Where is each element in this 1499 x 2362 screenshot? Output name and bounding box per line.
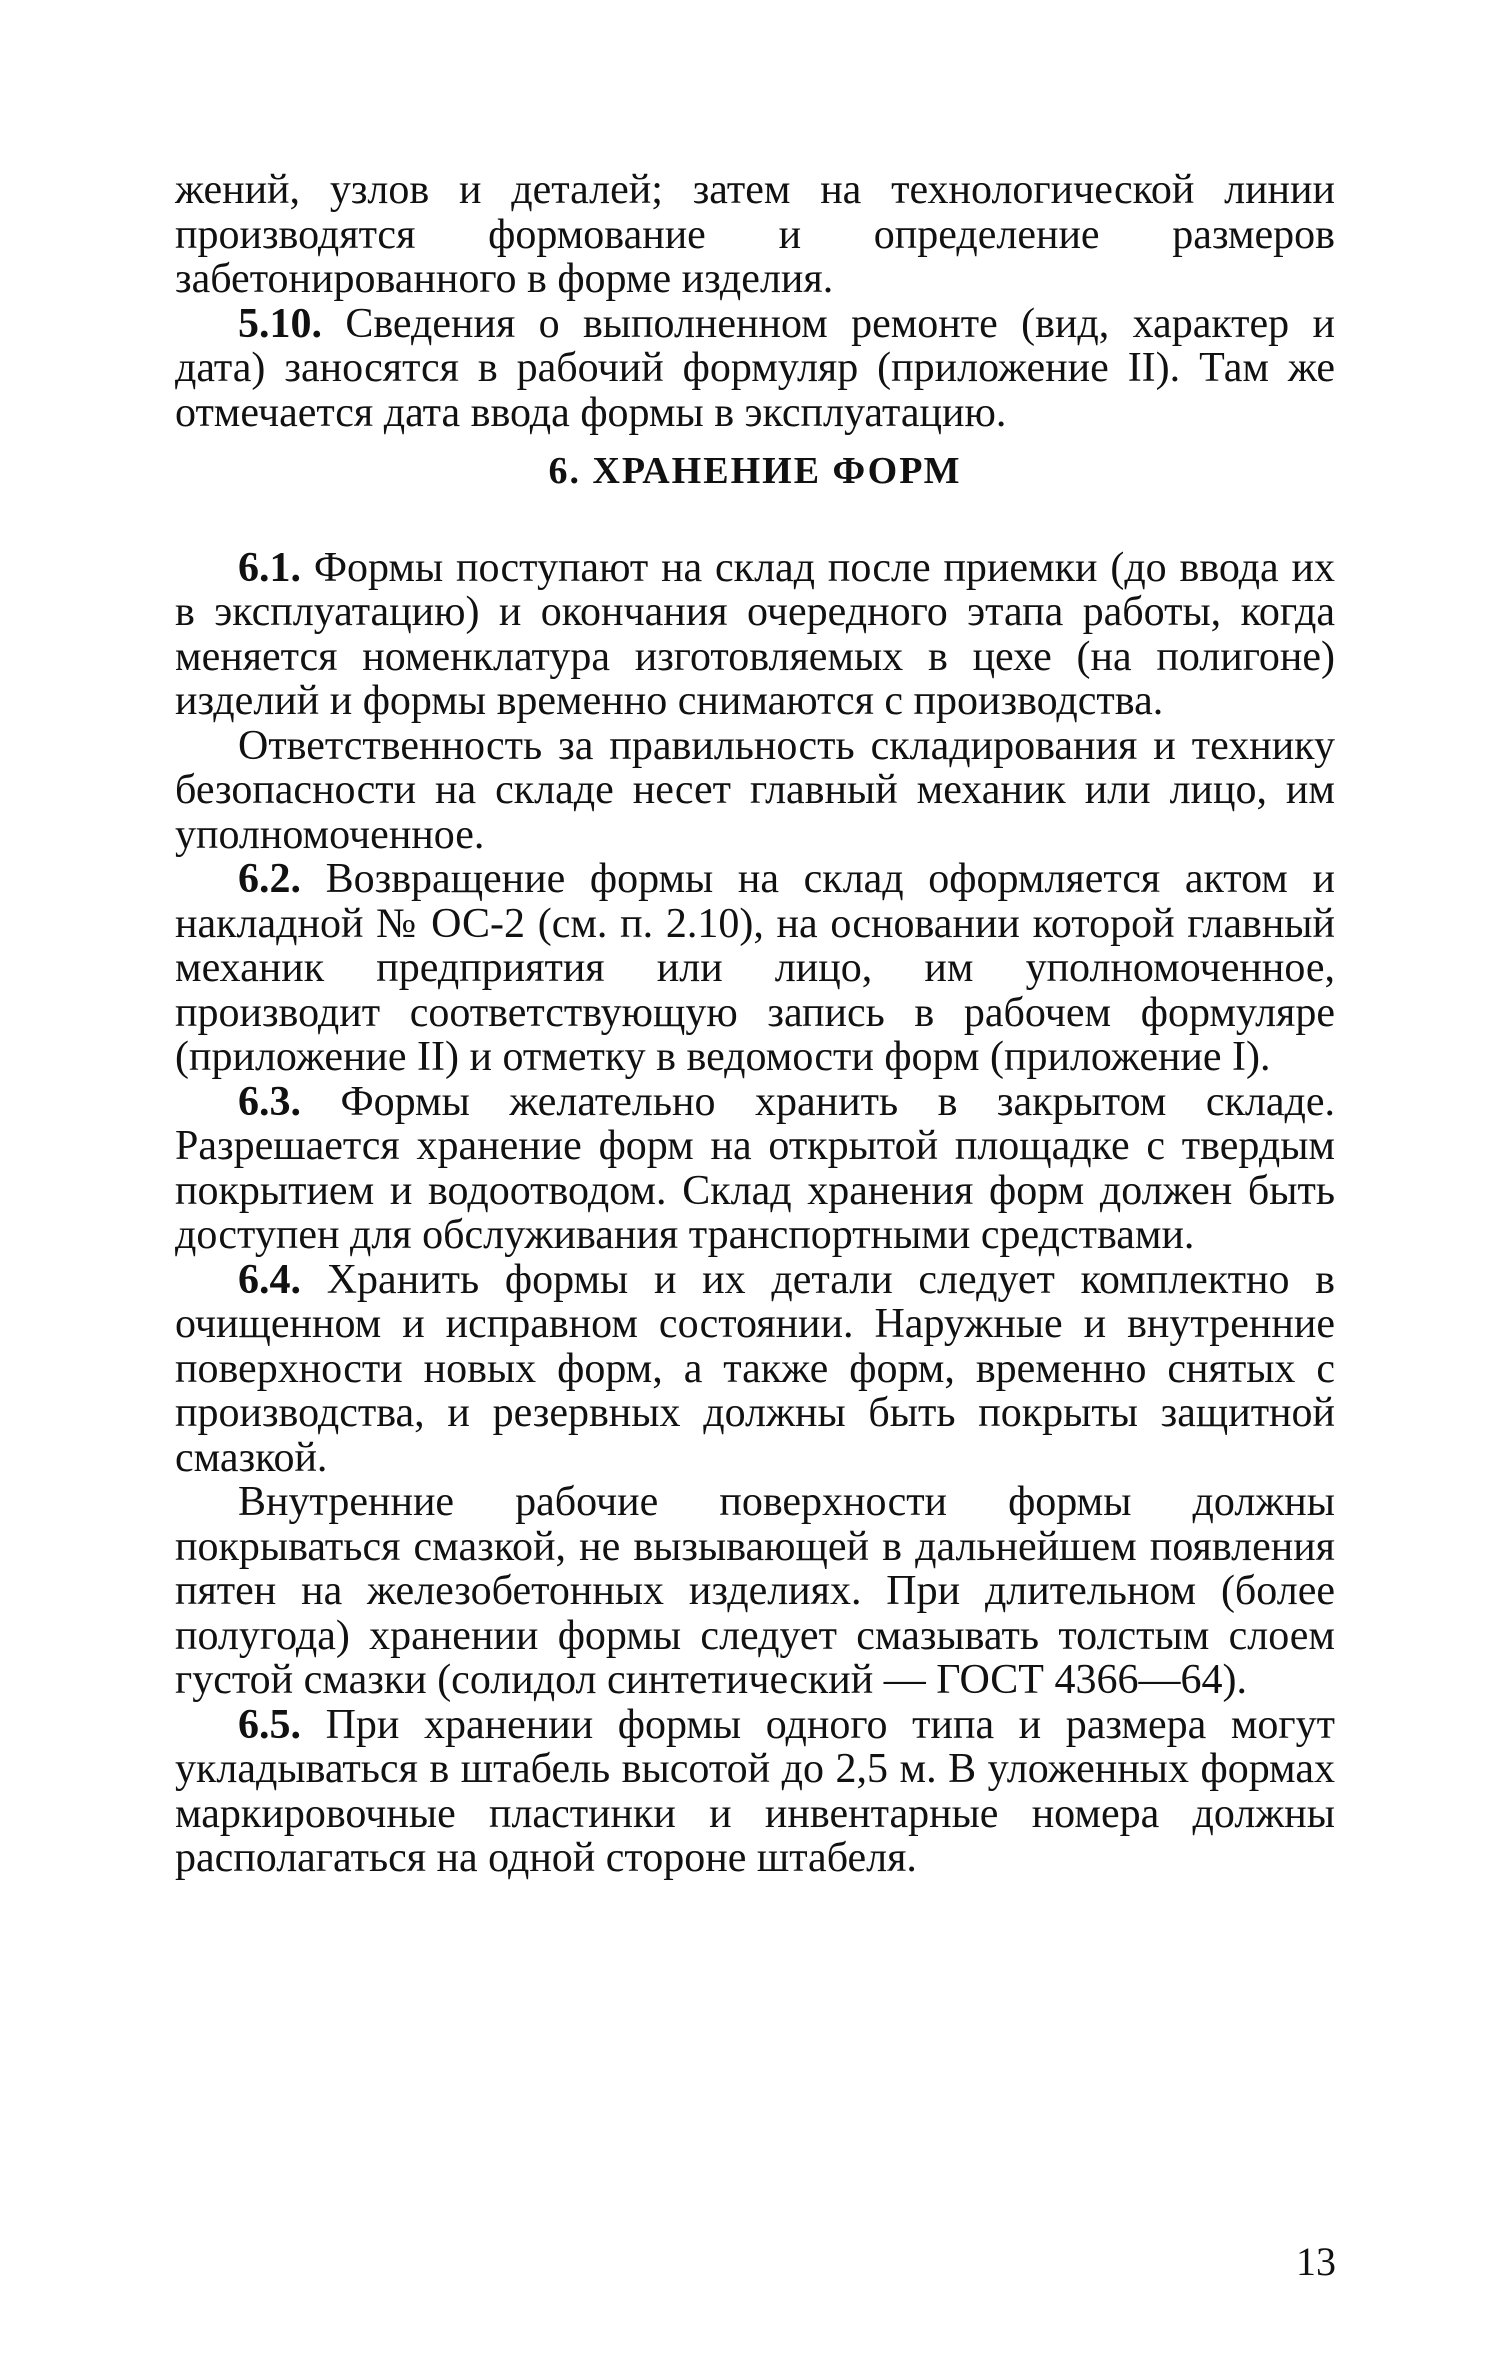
- clause-number: 6.2.: [238, 856, 301, 902]
- page-number: 13: [1296, 2239, 1336, 2284]
- paragraph-text: Возвращение формы на склад оформляется актом и накладной № ОС-2 (см. п. 2.10), на основании которой главный механик предприятия или лицо, им уполномоченное, производит соответствующую запись в рабочем формуляре (приложение II) и отметку в ведомости форм (приложение I).: [175, 856, 1335, 1080]
- paragraph-responsibility: [175, 724, 1335, 858]
- paragraph-text: Формы желательно хранить в закрытом складе. Разрешается хранение форм на открытой площадке с твердым покрытием и водоотводом. Склад хранения форм должен быть доступен для обслуживания транспортными средствами.: [175, 1078, 1335, 1258]
- paragraph-6-1: [175, 546, 1335, 724]
- clause-number: 5.10.: [238, 300, 322, 347]
- paragraph-text: Сведения о выполненном ремонте (вид, характер и дата) заносятся в рабочий формуляр (приложение II). Там же отмечается дата ввода формы в эксплуатацию.: [175, 300, 1335, 436]
- paragraph-6-2: [175, 857, 1335, 1080]
- paragraph-text: жений, узлов и деталей; затем на технологической линии производятся формование и определение размеров забетонированного в форме изделия.: [175, 167, 1335, 302]
- section-heading: 6. ХРАНЕНИЕ ФОРМ: [548, 450, 962, 492]
- page-body: [175, 168, 1335, 1881]
- paragraph-6-3: [175, 1080, 1335, 1258]
- paragraph-5-10: [175, 302, 1335, 436]
- paragraph-text: Ответственность за правильность складирования и технику безопасности на складе несет главный механик или лицо, им уполномоченное.: [175, 722, 1335, 858]
- paragraph-text: Внутренние рабочие поверхности формы должны покрываться смазкой, не вызывающей в дальнейшем появления пятен на железобетонных изделиях. При длительном (более полугода) хранении формы следует смазывать толстым слоем густой смазки (солидол синтетический — ГОСТ 4366—64).: [175, 1479, 1335, 1703]
- paragraph-6-5: [175, 1703, 1335, 1881]
- clause-number: 6.1.: [238, 544, 301, 591]
- clause-number: 6.3.: [238, 1078, 301, 1125]
- paragraph-text: Хранить формы и их детали следует комплектно в очищенном и исправном состоянии. Наружные и внутренние поверхности новых форм, а также форм, временно снятых с производства, и резервных должны быть покрыты защитной смазкой.: [175, 1256, 1335, 1481]
- clause-number: 6.5.: [238, 1701, 301, 1748]
- paragraph-lubrication: [175, 1480, 1335, 1703]
- paragraph-text: При хранении формы одного типа и размера могут укладываться в штабель высотой до 2,5 м. В уложенных формах маркировочные пластинки и инвентарные номера должны располагаться на одной стороне штабеля.: [175, 1701, 1335, 1881]
- paragraph-continuation: [175, 168, 1335, 302]
- paragraph-6-4: [175, 1258, 1335, 1481]
- clause-number: 6.4.: [238, 1256, 301, 1303]
- paragraph-text: Формы поступают на склад после приемки (до ввода их в эксплуатацию) и окончания очередного этапа работы, когда меняется номенклатура изготовляемых в цехе (на полигоне) изделий и формы временно снимаются с производства.: [175, 544, 1335, 724]
